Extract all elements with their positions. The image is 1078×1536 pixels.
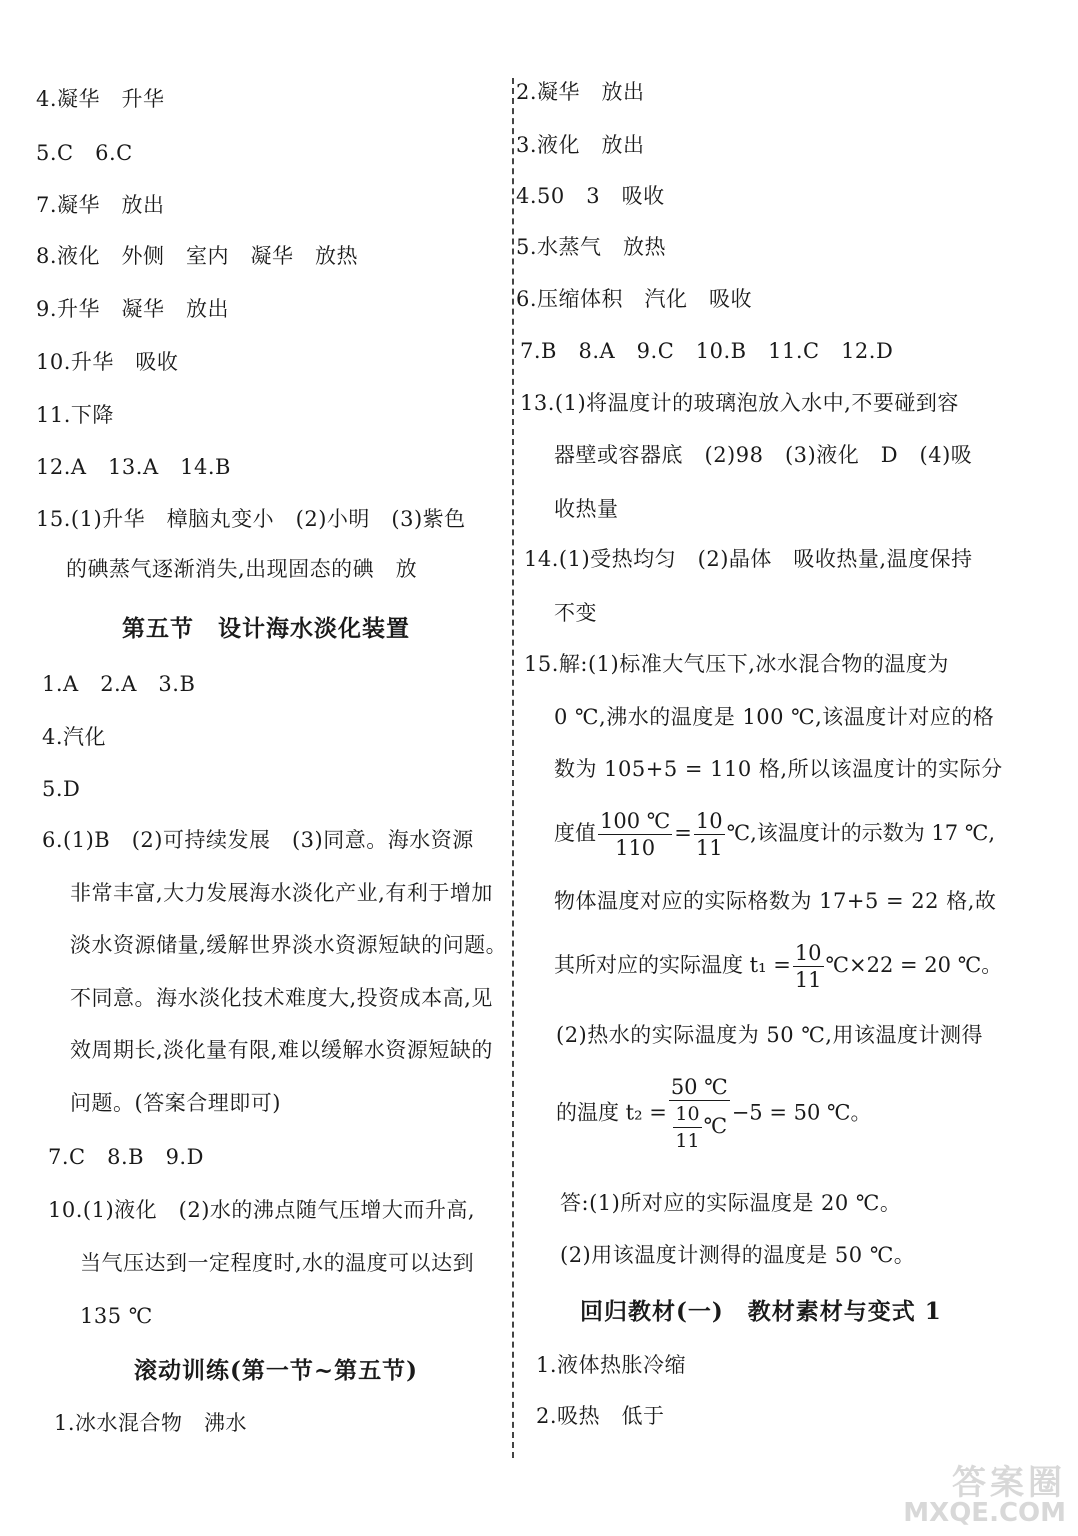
answer-line: 4.凝华 升华 xyxy=(36,87,165,111)
formula-measured-temp xyxy=(556,1074,872,1154)
denominator: 110 xyxy=(615,836,656,860)
answer-line: 收热量 xyxy=(554,497,619,521)
numerator: 100 ℃ xyxy=(600,809,671,833)
answer-line: 不同意。海水淡化技术难度大,投资成本高,见 xyxy=(70,986,493,1010)
answer-line: 6.压缩体积 汽化 吸收 xyxy=(516,287,753,311)
answer-line: 1.冰水混合物 沸水 xyxy=(54,1411,248,1435)
watermark-logo: 答案圈 xyxy=(952,1463,1066,1503)
denominator xyxy=(669,1101,730,1154)
answer-line: 4.50 3 吸收 xyxy=(516,184,665,208)
answer-line: 不变 xyxy=(554,601,597,625)
answer-line: 7.C 8.B 9.D xyxy=(48,1145,204,1169)
section-title: 回归教材(一) 教材素材与变式 1 xyxy=(580,1298,942,1325)
answer-line: 3.液化 放出 xyxy=(516,133,645,157)
denominator: 11 xyxy=(695,836,723,860)
answer-line: 器壁或容器底 (2)98 (3)液化 D (4)吸 xyxy=(554,443,973,467)
formula-text: ℃×22 = 20 ℃。 xyxy=(825,953,1003,977)
equals-sign: = xyxy=(674,821,692,845)
answer-line: 13.(1)将温度计的玻璃泡放入水中,不要碰到容 xyxy=(520,391,959,415)
fraction xyxy=(669,1074,730,1154)
answer-line: 4.汽化 xyxy=(42,725,107,749)
answer-line: 的碘蒸气逐渐消失,出现固态的碘 放 xyxy=(66,557,418,581)
answer-line: 9.升华 凝华 放出 xyxy=(36,297,230,321)
answer-line: 效周期长,淡化量有限,难以缓解水资源短缺的 xyxy=(70,1038,493,1062)
denominator: 11 xyxy=(794,968,822,992)
answer-line: 5.C 6.C xyxy=(36,141,133,165)
answer-line: 答:(1)所对应的实际温度是 20 ℃。 xyxy=(560,1191,902,1215)
answer-line: 7.B 8.A 9.C 10.B 11.C 12.D xyxy=(520,339,894,363)
answer-line: 2.凝华 放出 xyxy=(516,80,645,104)
section-title: 第五节 设计海水淡化装置 xyxy=(122,615,410,642)
answer-line: 10.升华 吸收 xyxy=(36,350,179,374)
answer-line: 非常丰富,大力发展海水淡化产业,有利于增加 xyxy=(70,881,493,905)
watermark xyxy=(903,1463,1066,1528)
answer-line: 11.下降 xyxy=(36,403,114,427)
answer-line: 物体温度对应的实际格数为 17+5 = 22 格,故 xyxy=(554,889,997,913)
numerator: 50 ℃ xyxy=(670,1075,728,1099)
answer-line: 5.水蒸气 放热 xyxy=(516,235,667,259)
formula-text: 度值 xyxy=(554,821,596,845)
formula-actual-temp xyxy=(554,940,1002,993)
nested-fraction xyxy=(673,1101,701,1154)
numerator: 10 xyxy=(673,1101,701,1128)
answer-line: 6.(1)B (2)可持续发展 (3)同意。海水资源 xyxy=(42,828,474,852)
answer-line: 2.吸热 低于 xyxy=(536,1404,665,1428)
answer-line: 淡水资源储量,缓解世界淡水资源短缺的问题。 xyxy=(70,933,508,957)
answer-line: (2)热水的实际温度为 50 ℃,用该温度计测得 xyxy=(556,1023,983,1047)
formula-scale-value xyxy=(554,808,995,861)
answer-line: 14.(1)受热均匀 (2)晶体 吸收热量,温度保持 xyxy=(524,547,973,571)
watermark-url: MXQE.COM xyxy=(903,1498,1066,1528)
formula-text: −5 = 50 ℃。 xyxy=(731,1100,872,1125)
answer-line: 10.(1)液化 (2)水的沸点随气压增大而升高, xyxy=(48,1198,476,1222)
formula-text: ℃,该温度计的示数为 17 ℃, xyxy=(726,821,995,845)
fraction xyxy=(598,808,672,861)
answer-line: 15.解:(1)标准大气压下,冰水混合物的温度为 xyxy=(524,652,949,676)
denominator: 11 xyxy=(675,1130,700,1152)
fraction xyxy=(793,940,824,993)
formula-text: 的温度 t₂ = xyxy=(556,1100,667,1125)
answer-line: 7.凝华 放出 xyxy=(36,193,165,217)
unit: ℃ xyxy=(703,1114,728,1138)
answer-line: 数为 105+5 = 110 格,所以该温度计的实际分 xyxy=(554,757,1003,781)
answer-line: 1.液体热胀冷缩 xyxy=(536,1353,687,1377)
numerator: 10 xyxy=(695,809,723,833)
column-divider xyxy=(512,78,514,1458)
answer-line: 8.液化 外侧 室内 凝华 放热 xyxy=(36,244,359,268)
answer-line: 1.A 2.A 3.B xyxy=(42,672,196,696)
formula-text: 其所对应的实际温度 t₁ = xyxy=(554,953,791,977)
section-title: 滚动训练(第一节~第五节) xyxy=(134,1357,419,1384)
answer-line: 15.(1)升华 樟脑丸变小 (2)小明 (3)紫色 xyxy=(36,507,466,531)
numerator: 10 xyxy=(794,941,822,965)
answer-line: (2)用该温度计测得的温度是 50 ℃。 xyxy=(560,1243,916,1267)
answer-line: 5.D xyxy=(42,777,81,801)
answer-line: 135 ℃ xyxy=(80,1304,153,1328)
answer-line: 当气压达到一定程度时,水的温度可以达到 xyxy=(80,1251,475,1275)
fraction xyxy=(694,808,725,861)
answer-line: 问题。(答案合理即可) xyxy=(70,1091,281,1115)
answer-line: 12.A 13.A 14.B xyxy=(36,455,231,479)
answer-line: 0 ℃,沸水的温度是 100 ℃,该温度计对应的格 xyxy=(554,705,995,729)
